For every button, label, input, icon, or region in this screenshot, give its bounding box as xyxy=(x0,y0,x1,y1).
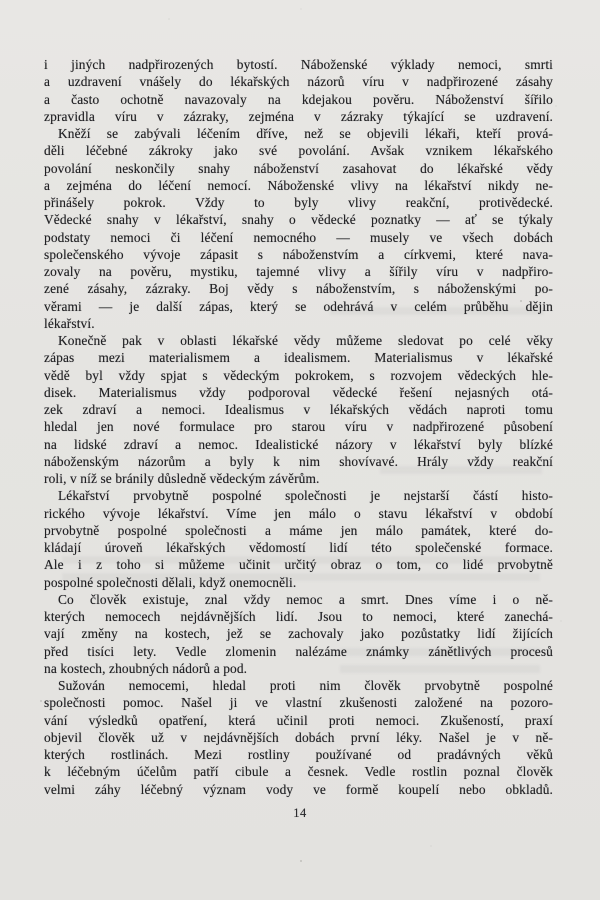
text-line: kládají úroveň lékařských vědomostí lidí této společenské formace. xyxy=(44,540,553,555)
text-line: roli, v níž se bránily důsledně vědeckým závěrům. xyxy=(44,471,320,486)
text-line: na lidské zdraví a nemoc. Idealistické názory v lékařství byly blízké xyxy=(44,436,553,452)
text-line: a často ochotně navazovaly na kdejakou pověru. Náboženství šířilo xyxy=(44,91,553,107)
text-line: a zejména do léčení nemocí. Náboženské vlivy na lékařství nikdy ne- xyxy=(44,177,553,193)
text-line: prvobytně pospolné společnosti a máme jen málo památek, které do- xyxy=(44,522,553,538)
text-line: na kostech, zhoubných nádorů a pod. xyxy=(44,660,248,676)
text-line: Ale i z toho si můžeme učinit určitý obraz o tom, co lidé prvobytně xyxy=(44,557,553,573)
text-line: Sužován nemocemi, hledal proti nim člověk prvobytně pospolné xyxy=(58,678,553,693)
text-line: vání výsledků opatření, která učinil proti nemoci. Zkušeností, praxí xyxy=(44,712,553,728)
text-line: pospolné společnosti dělali, když onemocněli. xyxy=(44,574,297,590)
text-line: povolání neskončily snahy náboženství zasahovat do lékařské vědy xyxy=(44,160,553,176)
text-line: zovaly na pověru, mystiku, tajemné vlivy a šířily víru v nadpřiro- xyxy=(44,264,553,279)
text-line: Konečně pak v oblasti lékařské vědy můžeme sledovat po celé věky xyxy=(58,333,553,348)
text-line: zpravidla víru v zázraky, zejména v zázraky týkající se uzdravení. xyxy=(44,108,553,124)
text-line: před tisíci lety. Vedle zlomenin nalézáme známky zánětlivých procesů xyxy=(44,643,553,659)
page-number: 14 xyxy=(293,806,307,820)
text-line: společnosti pomoc. Našel ji ve vlastní zkušenosti založené na pozoro- xyxy=(44,695,553,711)
text-line: děli léčebné zákroky jako své povolání. Avšak vznikem lékařského xyxy=(44,143,553,159)
text-block xyxy=(44,56,553,798)
text-line: objevil člověk už v nejdávnějších dobách první léky. Našel je v ně- xyxy=(44,729,553,745)
text-line: zek zdraví a nemoci. Idealismus v lékařských vědách naproti tomu xyxy=(44,402,553,417)
text-line: hledal jen nové formulace pro starou víru v nadpřirozené působení xyxy=(44,419,553,435)
text-line: kterých rostlinách. Mezi rostliny používané od pradávných věků xyxy=(44,747,553,762)
text-line: kterých nemocech nejdávnějších lidí. Jsou to nemoci, které zanechá- xyxy=(44,609,553,624)
text-line: rického vývoje lékařství. Víme jen málo o stavu lékařství v období xyxy=(44,505,553,521)
text-line: i jiných nadpřirozených bytostí. Náboženské výklady nemoci, smrti xyxy=(44,57,553,72)
text-line: vědě byl vždy spjat s vědeckým pokrokem, s rozvojem vědeckých hle- xyxy=(44,367,553,383)
text-line: lékařství. xyxy=(44,315,95,331)
text-line: společenského vývoje zápasit s náboženstvím a církvemi, které nava- xyxy=(44,246,553,262)
text-line: disek. Materialismus vždy podporoval vědecké řešení nejasných otá- xyxy=(44,384,553,400)
text-line: Co člověk existuje, znal vždy nemoc a smrt. Dnes víme i o ně- xyxy=(58,591,553,607)
text-line: Vědecké snahy v lékařství, snahy o vědecké poznatky — ať se týkaly xyxy=(44,212,553,228)
text-line: náboženským názorům a byly k nim shovívavé. Hrály vždy reakční xyxy=(44,453,553,469)
text-line: zápas mezi materialismem a idealismem. Materialismus v lékařské xyxy=(44,350,553,366)
text-line: velmi záhy léčebný význam vody ve formě koupelí nebo obkladů. xyxy=(44,781,553,797)
text-line: vají změny na kostech, jež se zachovaly jako pozůstatky lidí žijících xyxy=(44,626,553,642)
text-line: zené zásahy, zázraky. Boj vědy s náboženstvím, s náboženskými po- xyxy=(44,281,553,297)
text-line: Lékařství prvobytně pospolné společnosti je nejstarší částí histo- xyxy=(58,488,553,504)
text-line: věrami — je další zápas, který se odehrává v celém průběhu dějin xyxy=(44,298,553,314)
text-line: Kněží se zabývali léčením dříve, než se objevili lékaři, kteří prová- xyxy=(58,126,553,141)
text-line: přinášely pokrok. Vždy to byly vlivy reakční, protivědecké. xyxy=(44,195,553,210)
text-line: a uzdravení vnášely do lékařských názorů víru v nadpřirozené zásahy xyxy=(44,74,553,90)
text-line: k léčebným účelům patří cibule a česnek. Vedle rostlin poznal člověk xyxy=(44,764,553,780)
text-line: podstaty nemoci či léčení nemocného — musely ve všech dobách xyxy=(44,229,553,245)
